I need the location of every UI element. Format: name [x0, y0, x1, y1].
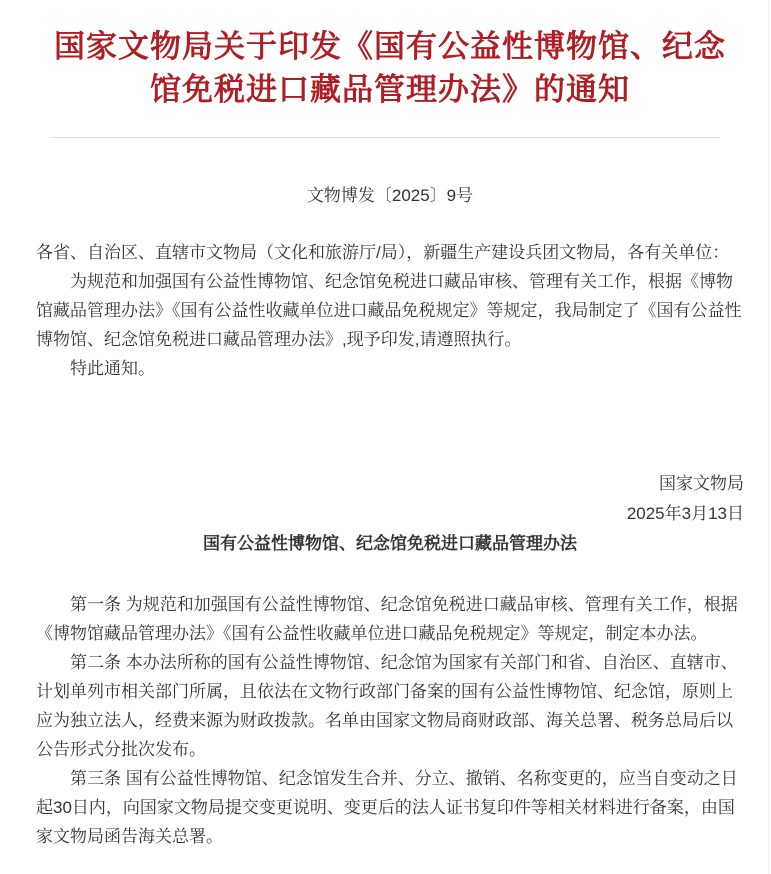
regulation-articles	[36, 590, 744, 851]
notice-closing: 特此通知。	[70, 359, 155, 378]
signature-issuer: 国家文物局	[659, 474, 744, 493]
page-title-line-2: 馆免税进口藏品管理办法》的通知	[150, 72, 630, 107]
article-1: 第一条 为规范和加强国有公益性博物馆、纪念馆免税进口藏品审核、管理有关工作，根据《博物馆藏品管理办法》《国有公益性收藏单位进口藏品免税规定》等规定，制定本办法。	[36, 595, 738, 643]
notice-paragraph: 为规范和加强国有公益性博物馆、纪念馆免税进口藏品审核、管理有关工作，根据《博物馆藏品管理办法》《国有公益性收藏单位进口藏品免税规定》等规定，我局制定了《国有公益性博物馆、纪念馆免税进口藏品管理办法》,现予印发,请遵照执行。	[36, 272, 742, 349]
page-title-line-1: 国家文物局关于印发《国有公益性博物馆、纪念	[54, 29, 726, 64]
signature-block	[36, 469, 744, 529]
article-2: 第二条 本办法所称的国有公益性博物馆、纪念馆为国家有关部门和省、自治区、直辖市、计划单列市相关部门所属，且依法在文物行政部门备案的国有公益性博物馆、纪念馆，原则上应为独立法人，经费来源为财政拨款。名单由国家文物局商财政部、海关总署、税务总局后以公告形式分批次发布。	[36, 653, 738, 759]
page-title	[36, 25, 744, 111]
salutation: 各省、自治区、直辖市文物局（文化和旅游厅/局），新疆生产建设兵团文物局，各有关单位：	[36, 243, 730, 262]
signature-date: 2025年3月13日	[626, 504, 744, 523]
notice-body	[36, 238, 744, 383]
article-3: 第三条 国有公益性博物馆、纪念馆发生合并、分立、撤销、名称变更的，应当自变动之日起30日内，向国家文物局提交变更说明、变更后的法人证书复印件等相关材料进行备案，由国家文物局函告海关总署。	[36, 769, 738, 846]
document-number: 文物博发〔2025〕9号	[306, 186, 474, 205]
title-divider	[50, 137, 720, 138]
page-edge-line	[768, 0, 769, 874]
regulation-title: 国有公益性博物馆、纪念馆免税进口藏品管理办法	[203, 534, 577, 553]
